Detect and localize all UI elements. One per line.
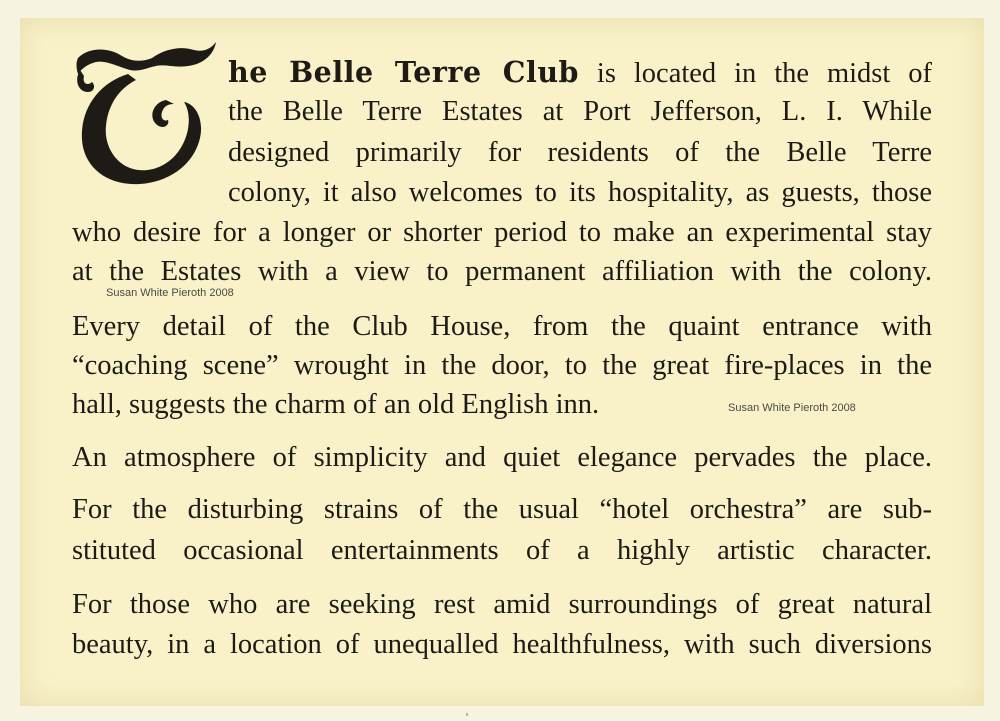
dropcap-bowl (82, 74, 201, 184)
paragraph1-line1: he Belle Terre Club is located in the midst of (228, 55, 932, 89)
paragraph1-line5: who desire for a longer or shorter period to make an experimental stay (72, 217, 932, 248)
club-title: he Belle Terre Club (228, 55, 579, 89)
paragraph1-line2: the Belle Terre Estates at Port Jefferson, L. I. While (228, 96, 932, 127)
paragraph2-line3: hall, suggests the charm of an old English inn. (72, 389, 600, 420)
ornamental-dropcap-t (70, 40, 218, 190)
watermark-credit: Susan White Pieroth 2008 (106, 287, 234, 299)
paragraph4-line1: For the disturbing strains of the usual “hotel orchestra” are sub- (72, 494, 932, 525)
scan-mark (466, 713, 468, 716)
watermark-credit: Susan White Pieroth 2008 (728, 402, 856, 414)
paragraph1-line6: at the Estates with a view to permanent affiliation with the colony. (72, 256, 932, 287)
paragraph2-line1: Every detail of the Club House, from the quaint entrance with (72, 311, 932, 342)
paragraph1-line3: designed primarily for residents of the Belle Terre (228, 137, 932, 168)
dropcap-crossbar (77, 42, 217, 74)
paragraph4-line2: stituted occasional entertainments of a highly artistic character. (72, 535, 932, 566)
paragraph3-line1: An atmosphere of simplicity and quiet elegance pervades the place. (72, 442, 932, 473)
paragraph2-line2: “coaching scene” wrought in the door, to the great fire-places in the (72, 350, 932, 381)
paragraph5-line2: beauty, in a location of unequalled healthfulness, with such diversions (72, 629, 932, 660)
paragraph1-line4: colony, it also welcomes to its hospitality, as guests, those (228, 177, 932, 208)
paragraph5-line1: For those who are seeking rest amid surroundings of great natural (72, 589, 932, 620)
